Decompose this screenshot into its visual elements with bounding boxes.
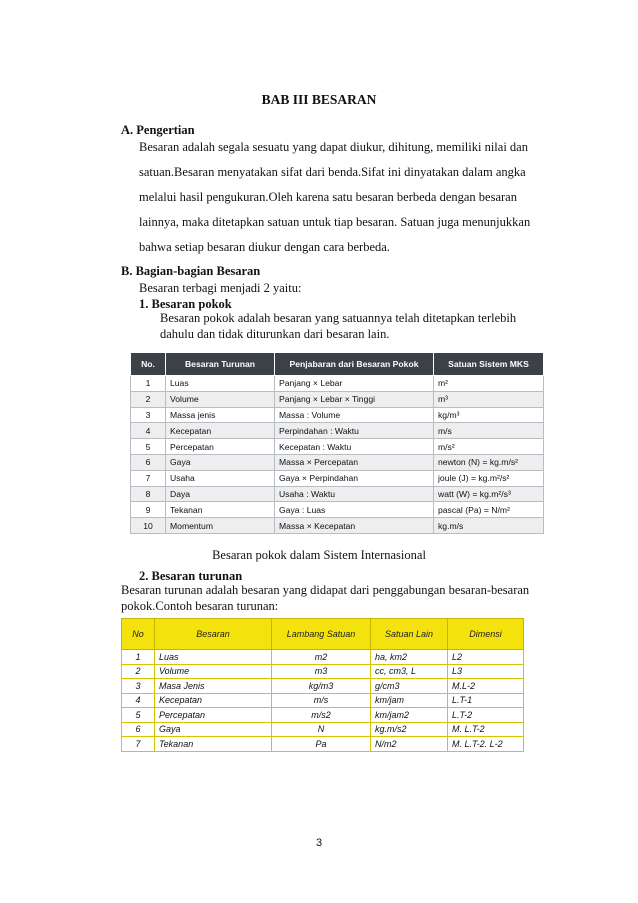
table-cell: g/cm3 bbox=[371, 679, 448, 694]
table-cell: L2 bbox=[448, 650, 524, 665]
table-cell: newton (N) = kg.m/s² bbox=[434, 454, 544, 470]
table-cell: joule (J) = kg.m²/s² bbox=[434, 470, 544, 486]
item2-paragraph bbox=[121, 582, 551, 614]
table-cell: Kecepatan : Waktu bbox=[275, 439, 434, 455]
paragraph-line: lainnya, maka ditetapkan satuan untuk tiap besaran. Satuan juga menunjukkan bbox=[139, 215, 531, 229]
table-cell: watt (W) = kg.m²/s³ bbox=[434, 486, 544, 502]
table-besaran-turunan-mks bbox=[130, 352, 544, 534]
table-cell: Percepatan bbox=[166, 439, 275, 455]
item1-paragraph bbox=[160, 310, 540, 342]
table-cell: Daya bbox=[166, 486, 275, 502]
table-cell: 6 bbox=[131, 454, 166, 470]
table-cell: km/jam2 bbox=[371, 708, 448, 723]
table-cell: M.L-2 bbox=[448, 679, 524, 694]
table-row bbox=[131, 486, 544, 502]
table-cell: km/jam bbox=[371, 693, 448, 708]
table-cell: m/s bbox=[272, 693, 371, 708]
table-cell: Volume bbox=[155, 664, 272, 679]
table-cell: m/s bbox=[434, 423, 544, 439]
item1-heading: 1. Besaran pokok bbox=[139, 297, 232, 311]
table-cell: Masa Jenis bbox=[155, 679, 272, 694]
paragraph-line: Besaran turunan adalah besaran yang didapat dari penggabungan besaran-besaran bbox=[121, 583, 530, 597]
table-row bbox=[131, 376, 544, 392]
table-cell: N bbox=[272, 722, 371, 737]
table-cell: Percepatan bbox=[155, 708, 272, 723]
table-cell: 2 bbox=[122, 664, 155, 679]
table-row bbox=[131, 502, 544, 518]
table-cell: L3 bbox=[448, 664, 524, 679]
table-row bbox=[131, 439, 544, 455]
table-cell: 4 bbox=[122, 693, 155, 708]
table-row bbox=[122, 722, 524, 737]
table-cell: N/m2 bbox=[371, 737, 448, 752]
table-cell: Gaya bbox=[155, 722, 272, 737]
section-a-heading: A. Pengertian bbox=[121, 123, 195, 137]
table-row bbox=[122, 679, 524, 694]
column-header: Lambang Satuan bbox=[272, 619, 371, 650]
table-cell: kg/m³ bbox=[434, 407, 544, 423]
paragraph-line: bahwa setiap besaran diukur dengan cara berbeda. bbox=[139, 240, 390, 254]
table-row bbox=[122, 650, 524, 665]
table-cell: 5 bbox=[131, 439, 166, 455]
table-cell: Usaha : Waktu bbox=[275, 486, 434, 502]
table-header-row bbox=[131, 353, 544, 376]
table-cell: 2 bbox=[131, 391, 166, 407]
table-cell: m³ bbox=[434, 391, 544, 407]
column-header: Satuan Sistem MKS bbox=[434, 353, 544, 376]
table-cell: Gaya × Perpindahan bbox=[275, 470, 434, 486]
table-cell: Gaya bbox=[166, 454, 275, 470]
table-cell: Tekanan bbox=[166, 502, 275, 518]
paragraph-line: dahulu dan tidak diturunkan dari besaran lain. bbox=[160, 327, 390, 341]
table-cell: m2 bbox=[272, 650, 371, 665]
table-cell: Panjang × Lebar × Tinggi bbox=[275, 391, 434, 407]
table-cell: kg.m/s2 bbox=[371, 722, 448, 737]
paragraph-line: melalui hasil pengukuran.Oleh karena satu besaran berbeda dengan besaran bbox=[139, 190, 517, 204]
table-cell: Luas bbox=[166, 376, 275, 392]
table-row bbox=[131, 454, 544, 470]
table-row bbox=[122, 737, 524, 752]
table1-caption: Besaran pokok dalam Sistem Internasional bbox=[212, 548, 426, 562]
table-cell: kg/m3 bbox=[272, 679, 371, 694]
table-cell: Kecepatan bbox=[166, 423, 275, 439]
table-cell: m² bbox=[434, 376, 544, 392]
table-cell: M. L.T-2 bbox=[448, 722, 524, 737]
table-cell: Massa : Volume bbox=[275, 407, 434, 423]
table-cell: M. L.T-2. L-2 bbox=[448, 737, 524, 752]
table-header-row bbox=[122, 619, 524, 650]
column-header: No. bbox=[131, 353, 166, 376]
table-cell: cc, cm3, L bbox=[371, 664, 448, 679]
column-header: Satuan Lain bbox=[371, 619, 448, 650]
table-cell: 7 bbox=[122, 737, 155, 752]
table-cell: 1 bbox=[131, 376, 166, 392]
section-b-intro: Besaran terbagi menjadi 2 yaitu: bbox=[139, 281, 302, 295]
column-header: Besaran bbox=[155, 619, 272, 650]
table-cell: Massa jenis bbox=[166, 407, 275, 423]
table-cell: Kecepatan bbox=[155, 693, 272, 708]
table-cell: Momentum bbox=[166, 518, 275, 534]
table-row bbox=[131, 518, 544, 534]
column-header: Penjabaran dari Besaran Pokok bbox=[275, 353, 434, 376]
paragraph-line: pokok.Contoh besaran turunan: bbox=[121, 599, 279, 613]
table-row bbox=[131, 423, 544, 439]
item2-heading: 2. Besaran turunan bbox=[139, 569, 243, 583]
paragraph-line: Besaran pokok adalah besaran yang satuannya telah ditetapkan terlebih bbox=[160, 311, 517, 325]
table-cell: Massa × Kecepatan bbox=[275, 518, 434, 534]
table-cell: Perpindahan : Waktu bbox=[275, 423, 434, 439]
table-cell: 4 bbox=[131, 423, 166, 439]
table-row bbox=[131, 391, 544, 407]
section-a-paragraph bbox=[139, 135, 546, 260]
table-cell: Tekanan bbox=[155, 737, 272, 752]
table-cell: kg.m/s bbox=[434, 518, 544, 534]
table-cell: 9 bbox=[131, 502, 166, 518]
table-contoh-besaran-turunan bbox=[121, 618, 524, 752]
column-header: No bbox=[122, 619, 155, 650]
table-cell: Usaha bbox=[166, 470, 275, 486]
table-row bbox=[131, 407, 544, 423]
table-cell: 3 bbox=[131, 407, 166, 423]
chapter-title: BAB III BESARAN bbox=[261, 92, 377, 107]
table-cell: ha, km2 bbox=[371, 650, 448, 665]
table-row bbox=[122, 664, 524, 679]
table-cell: 7 bbox=[131, 470, 166, 486]
table-cell: Gaya : Luas bbox=[275, 502, 434, 518]
table-cell: m3 bbox=[272, 664, 371, 679]
paragraph-line: Besaran adalah segala sesuatu yang dapat diukur, dihitung, memiliki nilai dan bbox=[139, 140, 528, 154]
page-number: 3 bbox=[315, 837, 323, 849]
table-cell: Massa × Percepatan bbox=[275, 454, 434, 470]
table-row bbox=[122, 693, 524, 708]
table-cell: L.T-1 bbox=[448, 693, 524, 708]
table-cell: m/s2 bbox=[272, 708, 371, 723]
table-cell: Volume bbox=[166, 391, 275, 407]
column-header: Dimensi bbox=[448, 619, 524, 650]
paragraph-line: satuan.Besaran menyatakan sifat dari benda.Sifat ini dinyatakan dalam angka bbox=[139, 165, 526, 179]
column-header: Besaran Turunan bbox=[166, 353, 275, 376]
table-row bbox=[131, 470, 544, 486]
table-cell: m/s² bbox=[434, 439, 544, 455]
table-cell: 5 bbox=[122, 708, 155, 723]
table-cell: 3 bbox=[122, 679, 155, 694]
table-cell: Luas bbox=[155, 650, 272, 665]
table-cell: Panjang × Lebar bbox=[275, 376, 434, 392]
table-row bbox=[122, 708, 524, 723]
table-cell: 1 bbox=[122, 650, 155, 665]
table-cell: pascal (Pa) = N/m² bbox=[434, 502, 544, 518]
table-cell: 6 bbox=[122, 722, 155, 737]
table-cell: 10 bbox=[131, 518, 166, 534]
table-cell: L.T-2 bbox=[448, 708, 524, 723]
table-cell: 8 bbox=[131, 486, 166, 502]
section-b-heading: B. Bagian-bagian Besaran bbox=[121, 264, 261, 278]
table-cell: Pa bbox=[272, 737, 371, 752]
